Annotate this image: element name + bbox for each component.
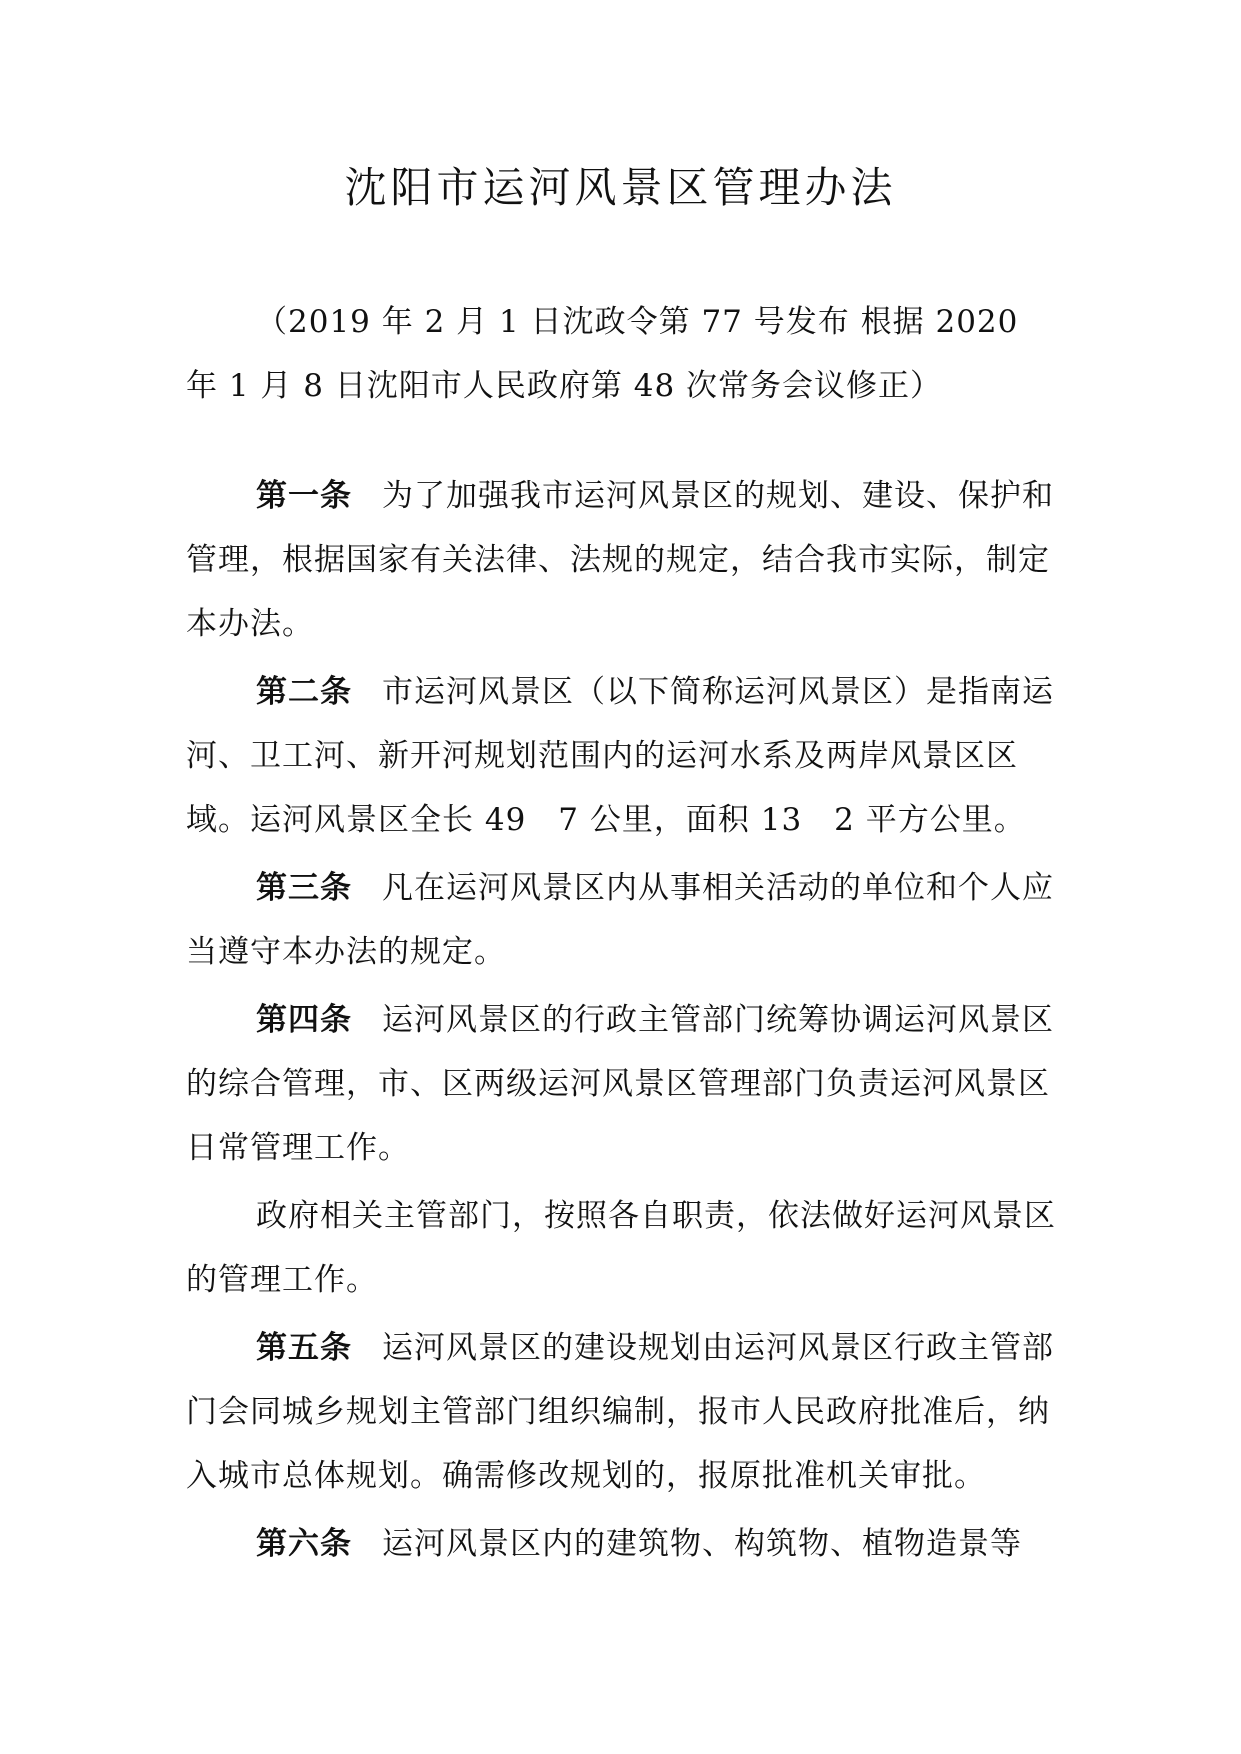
paragraph-article-5 <box>186 1316 1056 1508</box>
paragraph-article-6 <box>186 1512 1056 1576</box>
article-number: 第二条 <box>256 674 352 710</box>
paragraph-text: 政府相关主管部门，按照各自职责，依法做好运河风景区的管理工作。 <box>186 1198 1056 1298</box>
article-number: 第六条 <box>256 1526 352 1562</box>
paragraph-article-4 <box>186 988 1056 1180</box>
paragraph-article-1 <box>186 464 1056 656</box>
paragraph-text: 为了加强我市运河风景区的规划、建设、保护和管理，根据国家有关法律、法规的规定，结合我市实际，制定本办法。 <box>186 478 1054 642</box>
paragraph-text: 运河风景区的建设规划由运河风景区行政主管部门会同城乡规划主管部门组织编制，报市人民政府批准后，纳入城市总体规划。确需修改规划的，报原批准机关审批。 <box>186 1330 1054 1494</box>
article-number: 第四条 <box>256 1002 352 1038</box>
document-body <box>186 464 1056 1580</box>
paragraph-text: 凡在运河风景区内从事相关活动的单位和个人应当遵守本办法的规定。 <box>186 870 1054 970</box>
paragraph-article-3 <box>186 856 1056 984</box>
document-title: 沈阳市运河风景区管理办法 <box>344 163 897 212</box>
paragraph-article-4-continued <box>186 1184 1056 1312</box>
paragraph-article-2 <box>186 660 1056 852</box>
document-subtitle: （2019 年 2 月 1 日沈政令第 77 号发布 根据 2020 年 1 月 8 日沈阳市人民政府第 48 次常务会议修正） <box>186 304 1019 404</box>
article-number: 第一条 <box>256 478 352 514</box>
article-number: 第三条 <box>256 870 352 906</box>
paragraph-text: 运河风景区的行政主管部门统筹协调运河风景区的综合管理，市、区两级运河风景区管理部门负责运河风景区日常管理工作。 <box>186 1002 1054 1166</box>
paragraph-text: 运河风景区内的建筑物、构筑物、植物造景等 <box>382 1526 1022 1562</box>
paragraph-text: 市运河风景区（以下简称运河风景区）是指南运河、卫工河、新开河规划范围内的运河水系及两岸风景区区域。运河风景区全长 49 7 公里，面积 13 2 平方公里。 <box>186 674 1054 838</box>
article-number: 第五条 <box>256 1330 352 1366</box>
